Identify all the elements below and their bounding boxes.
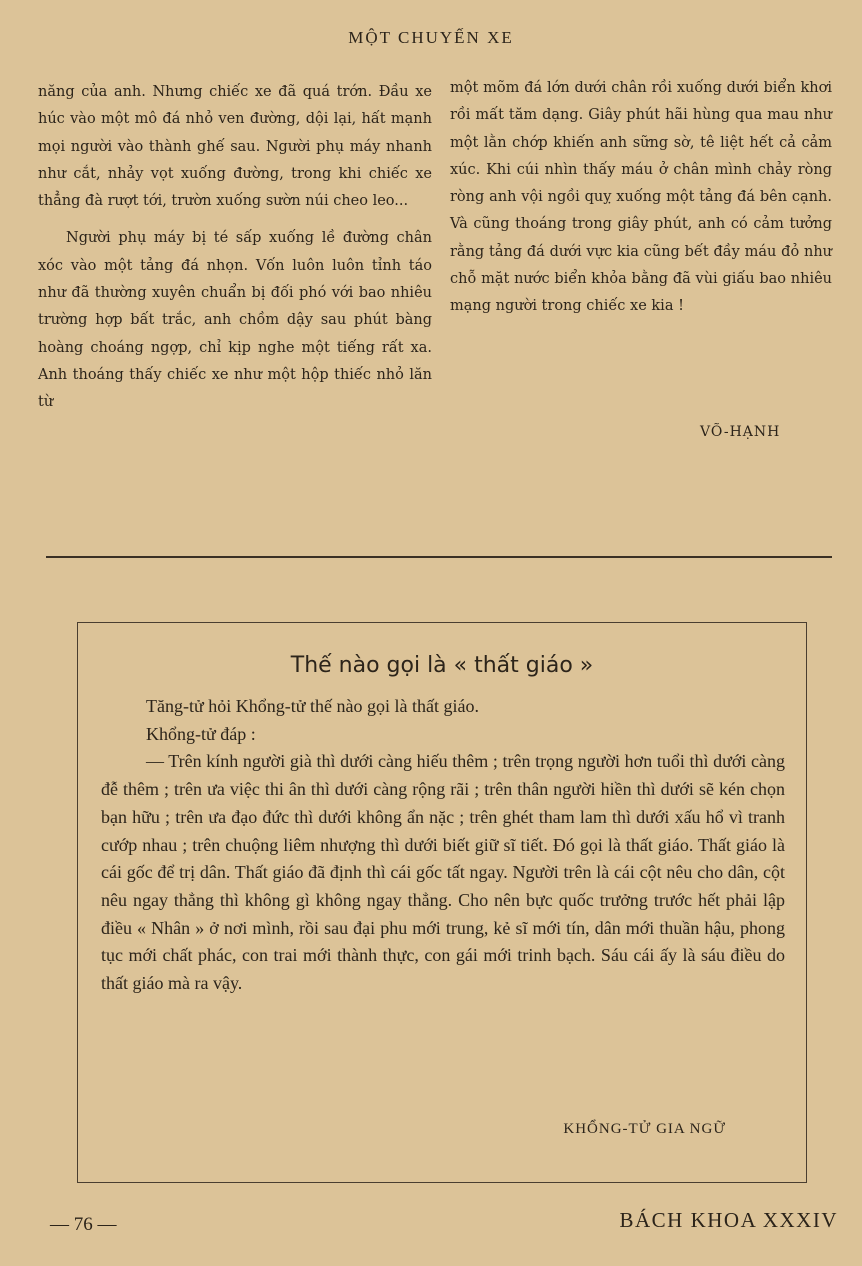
left-paragraph-1: năng của anh. Nhưng chiếc xe đã quá trớn. Đầu xe húc vào một mô đá nhỏ ven đường, dội lại, hất mạnh mọi người vào thành ghế sau. Người phụ máy nhanh như cắt, nhảy vọt xuống đường, trong khi chiếc xe thẳng đà rượt tới, trườn xuống sườn núi cheo leo... bbox=[38, 84, 432, 210]
left-paragraph-2: Người phụ máy bị té sấp xuống lề đường chân xóc vào một tảng đá nhọn. Vốn luôn luôn tỉnh táo như đã thường xuyên chuẩn bị đối phó với bao nhiêu trường hợp bất trắc, anh chồm dậy sau phút bàng hoàng choáng ngợp, chỉ kịp nghe một tiếng rất xa. Anh thoáng thấy chiếc xe như một hộp thiếc nhỏ lăn từ bbox=[38, 230, 432, 411]
left-column bbox=[38, 79, 432, 417]
box-line-2: Khổng-tử đáp : bbox=[146, 723, 256, 744]
running-head: MỘT CHUYẾN XE bbox=[348, 28, 514, 47]
right-column bbox=[450, 75, 832, 321]
publication-name: BÁCH KHOA XXXIV bbox=[619, 1208, 838, 1232]
author-signature: VÕ-HẠNH bbox=[700, 424, 781, 440]
right-paragraph-1: một mõm đá lớn dưới chân rồi xuống dưới biển khơi rồi mất tăm dạng. Giây phút hãi hùng qua mau như một lằn chớp khiến anh sững sờ, tê liệt hết cả cảm xúc. Khi cúi nhìn thấy máu ở chân mình chảy ròng ròng anh vội ngồi quỵ xuống một tảng đá bên cạnh. Và cũng thoáng trong giây phút, anh có cảm tưởng rằng tảng đá dưới vực kia cũng bết đầy máu đỏ như chỗ mặt nước biển khỏa bằng đã vùi giấu bao nhiêu mạng người trong chiếc xe kia ! bbox=[450, 80, 832, 315]
page-number: — 76 — bbox=[50, 1214, 117, 1235]
section-divider bbox=[46, 556, 832, 558]
sidebar-box bbox=[77, 622, 807, 1183]
box-paragraph: — Trên kính người già thì dưới càng hiếu thêm ; trên trọng người hơn tuổi thì dưới càng đễ thêm ; trên ưa việc thi ân thì dưới càng rộng rãi ; trên thân người hiền thì dưới sẽ kén chọn bạn hữu ; trên ưa đạo đức thì dưới không ẩn nặc ; trên ghét tham lam thì dưới xấu hổ vì tranh cướp nhau ; trên chuộng liêm nhượng thì dưới biết giữ sĩ tiết. Đó gọi là thất giáo. Thất giáo là cái gốc để trị dân. Thất giáo đã định thì cái gốc tất ngay. Người trên là cái cột nêu cho dân, cột nêu ngay thẳng thì không gì không ngay thẳng. Cho nên bực quốc trưởng trước hết phải lập điều « Nhân » ở nơi mình, rồi sau đại phu mới trung, kẻ sĩ mới tín, dân mới thuần hậu, phong tục mới chất phác, con trai mới thành thực, con gái mới trinh bạch. Sáu cái ấy là sáu điều do thất giáo mà ra vậy. bbox=[101, 751, 785, 994]
box-line-1: Tăng-tử hỏi Khổng-tử thế nào gọi là thất giáo. bbox=[146, 696, 479, 716]
box-source: KHỔNG-TỬ GIA NGỮ bbox=[563, 1121, 726, 1137]
box-title: Thế nào gọi là « thất giáo » bbox=[290, 653, 594, 678]
box-body bbox=[101, 693, 785, 998]
